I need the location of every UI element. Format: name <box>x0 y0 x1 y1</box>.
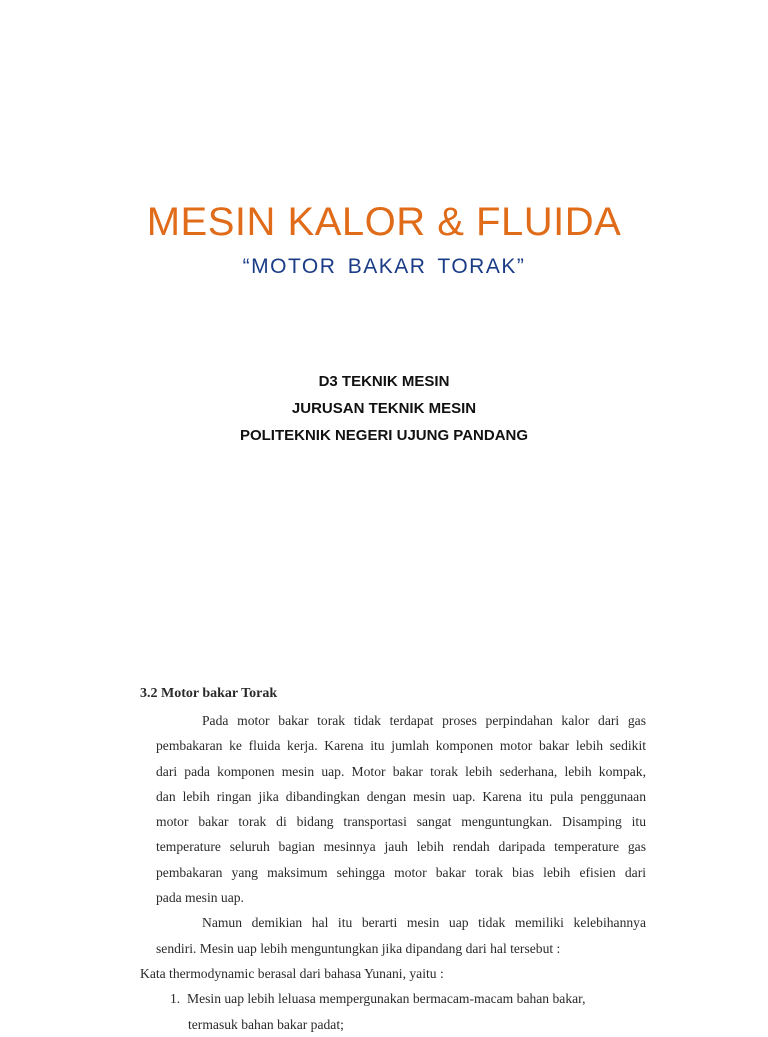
document-title: MESIN KALOR & FLUIDA <box>146 200 622 244</box>
paragraph-line: temperature seluruh bagian mesinnya jauh lebih rendah daripada temperature gas <box>156 839 646 855</box>
institution-block <box>0 368 768 449</box>
program-name: D3 TEKNIK MESIN <box>318 373 450 390</box>
document-subtitle: “MOTOR BAKAR TORAK” <box>242 255 526 278</box>
paragraph-line: Pada motor bakar torak tidak terdapat proses perpindahan kalor dari gas <box>202 713 646 728</box>
paragraph-line: dari pada komponen mesin uap. Motor bakar torak lebih sederhana, lebih kompak, <box>156 763 646 779</box>
paragraph-line: motor bakar torak di bidang transportasi sangat menguntungkan. Disamping itu <box>156 814 646 830</box>
institution-name: POLITEKNIK NEGERI UJUNG PANDANG <box>239 427 529 444</box>
list-item-text: Mesin uap lebih leluasa mempergunakan bermacam-macam bahan bakar, <box>187 991 586 1007</box>
list-item <box>136 986 646 1037</box>
paragraph-line: pembakaran yang maksimum sehingga motor bakar torak bias lebih efisien dari <box>156 864 646 880</box>
paragraph-line: pada mesin uap. <box>156 890 244 906</box>
paragraph-line: pembakaran ke fluida kerja. Karena itu jumlah komponen motor bakar lebih sedikit <box>156 738 646 754</box>
paragraph-1 <box>136 708 646 910</box>
list-item-number: 1. <box>170 991 181 1007</box>
paragraph-2 <box>136 910 646 961</box>
list-item-line <box>136 986 646 1011</box>
paragraph-line: Kata thermodynamic berasal dari bahasa Yunani, yaitu : <box>140 965 444 981</box>
section-heading: 3.2 Motor bakar Torak <box>140 686 278 701</box>
department-name: JURUSAN TEKNIK MESIN <box>291 400 477 417</box>
paragraph-line: dan lebih ringan jika dibandingkan dengan mesin uap. Karena itu pula penggunaan <box>156 788 646 804</box>
paragraph-3 <box>136 961 646 986</box>
numbered-list <box>136 986 646 1037</box>
paragraph-line: sendiri. Mesin uap lebih menguntungkan jika dipandang dari hal tersebut : <box>156 940 561 956</box>
scanned-text-excerpt <box>136 684 646 1037</box>
list-item-line: termasuk bahan bakar padat; <box>188 1016 344 1032</box>
paragraph-line: Namun demikian hal itu berarti mesin uap tidak memiliki kelebihannya <box>202 915 646 931</box>
